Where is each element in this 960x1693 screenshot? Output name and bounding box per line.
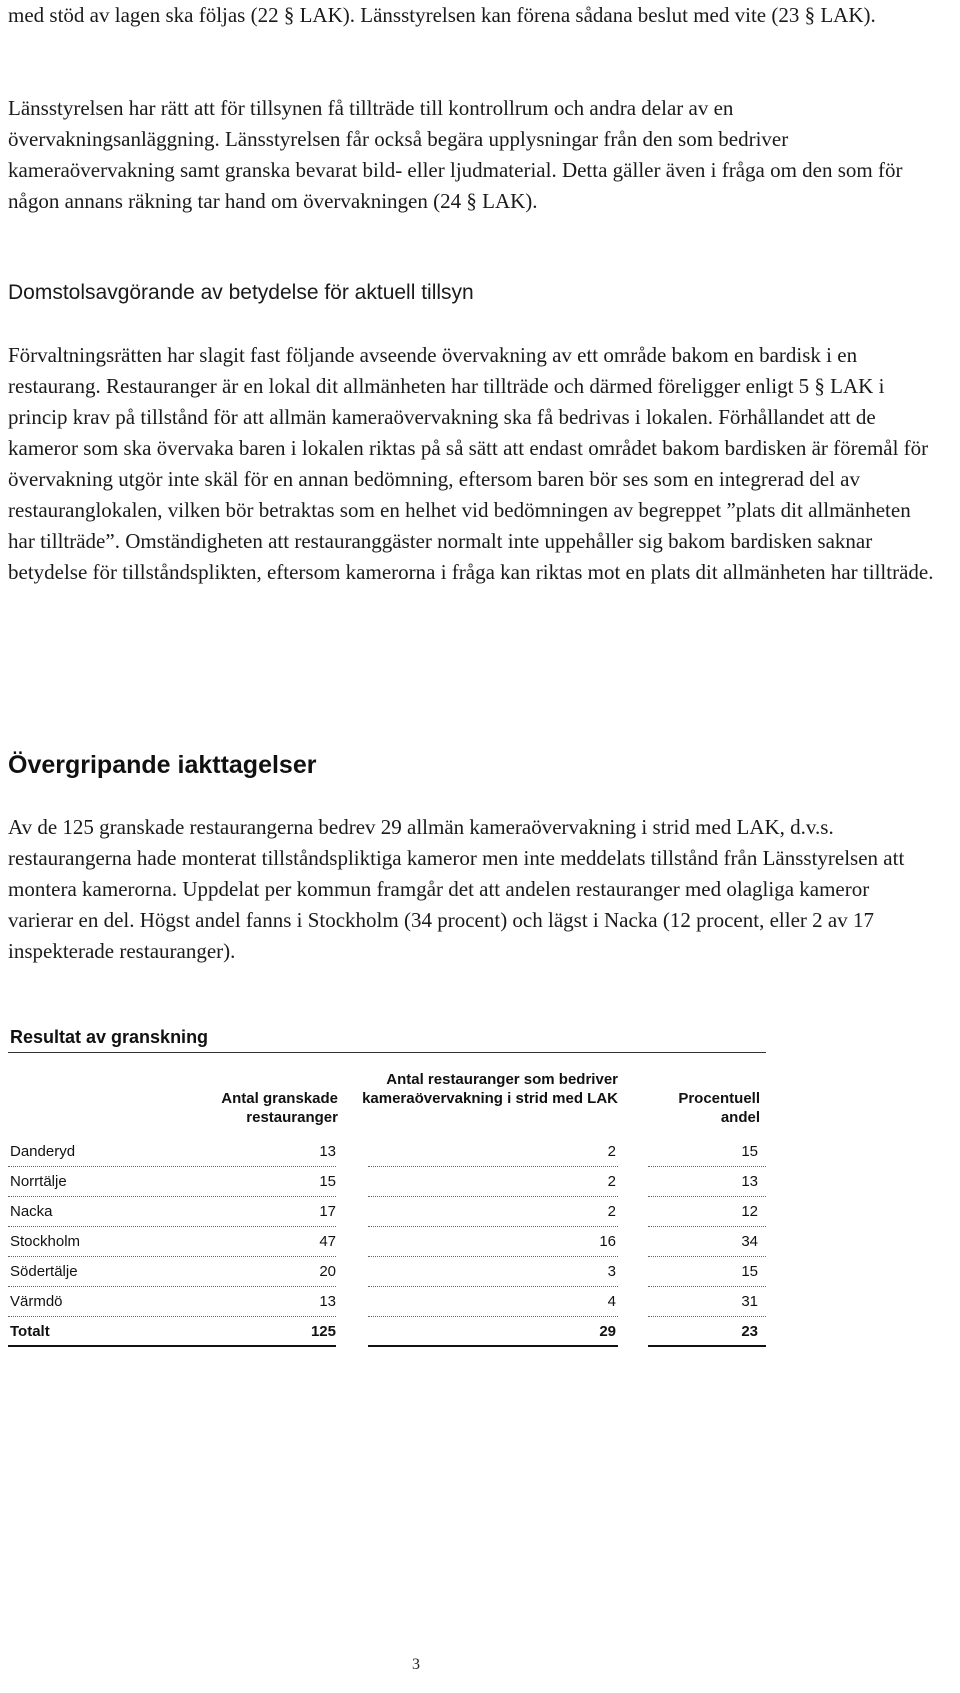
cell-kommun: Danderyd (10, 1143, 76, 1160)
cell-strid: 2 (607, 1173, 616, 1190)
table-title: Resultat av granskning (10, 1027, 209, 1047)
cell-kommun: Nacka (10, 1203, 53, 1220)
cell-strid: 16 (599, 1233, 616, 1250)
cell-granskade: 47 (319, 1233, 336, 1250)
cell-kommun: Norrtälje (10, 1173, 67, 1190)
cell-andel: 13 (741, 1173, 758, 1190)
table-row (8, 1227, 766, 1257)
cell-strid: 4 (607, 1293, 616, 1310)
table-row (8, 1257, 766, 1287)
cell-andel: 15 (741, 1143, 758, 1160)
cell-strid: 3 (607, 1263, 616, 1280)
court-paragraph: Förvaltningsrätten har slagit fast följande avseende övervakning av ett område bakom en bardisk i en restaurang. Restauranger är en lokal dit allmänheten har tillträde och därmed föreligger enligt 5 § LAK i princip krav på tillstånd för att allmän kameraövervakning ska få bedrivas i lokalen. Förhållandet att de kameror som ska övervaka baren i lokalen riktas på så sätt att endast området bakom bardisken är föremål för övervakning utgör inte skäl för en annan bedömning, eftersom baren bör ses som en integrerad del av restauranglokalen, vilken bör betraktas som en helhet vid bedömningen av begreppet ”plats dit allmänheten har tillträde”. Omständigheten att restauranggäster normalt inte uppehåller sig bakom bardisken saknar betydelse för tillståndsplikten, eftersom kamerorna i fråga kan riktas mot en plats dit allmänheten har tillträde. (8, 343, 934, 584)
cell-kommun: Södertälje (10, 1263, 78, 1280)
section-heading-overview: Övergripande iakttagelser (8, 751, 317, 779)
cell-strid: 2 (607, 1203, 616, 1220)
section-heading-court: Domstolsavgörande av betydelse för aktuell tillsyn (8, 281, 474, 304)
cell-kommun: Stockholm (10, 1233, 81, 1250)
row-rule (8, 1345, 336, 1347)
row-rule (648, 1345, 766, 1347)
table-row (8, 1137, 766, 1167)
row-rule (368, 1345, 618, 1347)
intro-paragraph-2: Länsstyrelsen har rätt att för tillsynen få tillträde till kontrollrum och andra delar av en övervakningsanläggning. Länsstyrelsen får också begära upplysningar från den som bedriver kameraövervakning samt granska bevarat bild- eller ljudmaterial. Detta gäller även i fråga om den som för någon annans räkning tar hand om övervakningen (24 § LAK). (8, 96, 903, 213)
cell-granskade: 125 (310, 1323, 336, 1340)
intro-paragraph-1: med stöd av lagen ska följas (22 § LAK). Länsstyrelsen kan förena sådana beslut med vite (23 § LAK). (8, 3, 876, 27)
cell-granskade: 13 (319, 1143, 336, 1160)
cell-granskade: 17 (319, 1203, 336, 1220)
cell-andel: 31 (741, 1293, 758, 1310)
cell-strid: 2 (607, 1143, 616, 1160)
cell-andel: 34 (741, 1233, 758, 1250)
column-header-strid: Antal restauranger som bedriver kameraövervakning i strid med LAK (362, 1071, 618, 1107)
table-row (8, 1287, 766, 1317)
cell-andel: 23 (741, 1323, 758, 1340)
cell-granskade: 13 (319, 1293, 336, 1310)
table-row (8, 1197, 766, 1227)
cell-strid: 29 (599, 1323, 616, 1340)
cell-andel: 12 (741, 1203, 758, 1220)
cell-kommun: Totalt (10, 1323, 50, 1340)
page-number: 3 (412, 1656, 420, 1673)
column-header-andel: Procentuell andel (678, 1090, 760, 1126)
cell-andel: 15 (741, 1263, 758, 1280)
cell-granskade: 15 (319, 1173, 336, 1190)
table-total-row (8, 1317, 766, 1347)
overview-paragraph: Av de 125 granskade restaurangerna bedrev 29 allmän kameraövervakning i strid med LAK, d.v.s. restaurangerna hade monterat tillståndspliktiga kameror men inte meddelats tillstånd från Länsstyrelsen att montera kamerorna. Uppdelat per kommun framgår det att andelen restauranger med olagliga kameror varierar en del. Högst andel fanns i Stockholm (34 procent) och lägst i Nacka (12 procent, eller 2 av 17 inspekterade restauranger). (8, 815, 905, 963)
table-row (8, 1167, 766, 1197)
cell-kommun: Värmdö (10, 1293, 63, 1310)
column-header-granskade: Antal granskade restauranger (221, 1090, 338, 1126)
table-top-rule (8, 1052, 766, 1053)
cell-granskade: 20 (319, 1263, 336, 1280)
